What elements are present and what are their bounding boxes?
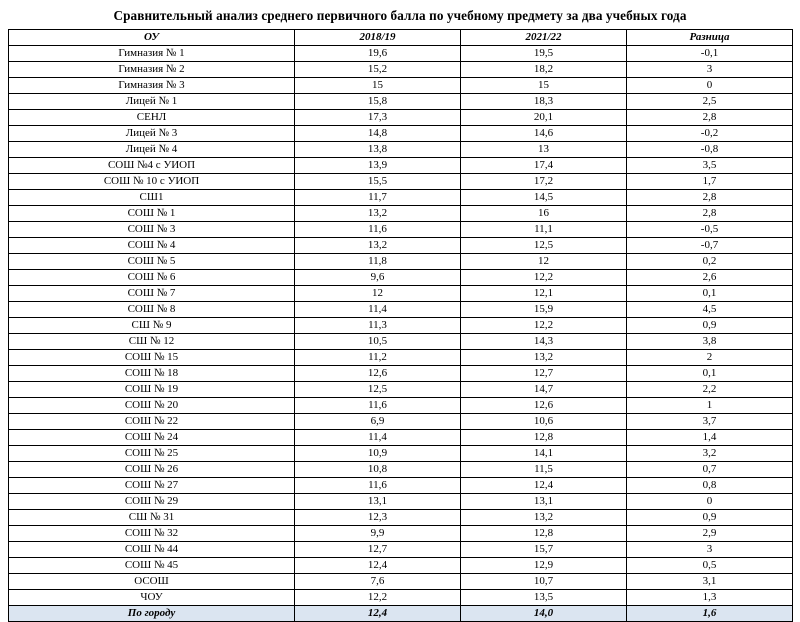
table-row bbox=[9, 398, 793, 414]
value-difference: 2,5 bbox=[627, 94, 793, 110]
value-2021-22: 14,6 bbox=[461, 126, 627, 142]
school-name: СШ № 31 bbox=[9, 510, 295, 526]
value-2018-19: 12,5 bbox=[295, 382, 461, 398]
value-2021-22: 13 bbox=[461, 142, 627, 158]
value-difference: 0 bbox=[627, 78, 793, 94]
total-label: По городу bbox=[9, 606, 295, 622]
table-row bbox=[9, 222, 793, 238]
value-2021-22: 15 bbox=[461, 78, 627, 94]
school-name: СШ № 9 bbox=[9, 318, 295, 334]
school-name: СОШ № 10 с УИОП bbox=[9, 174, 295, 190]
school-name: СОШ № 44 bbox=[9, 542, 295, 558]
value-2018-19: 11,6 bbox=[295, 478, 461, 494]
value-2018-19: 11,7 bbox=[295, 190, 461, 206]
value-2018-19: 19,6 bbox=[295, 46, 461, 62]
value-2018-19: 11,2 bbox=[295, 350, 461, 366]
table-row bbox=[9, 238, 793, 254]
value-difference: 1,7 bbox=[627, 174, 793, 190]
value-2021-22: 19,5 bbox=[461, 46, 627, 62]
table-row bbox=[9, 542, 793, 558]
school-name: СОШ № 29 bbox=[9, 494, 295, 510]
school-name: СОШ № 6 bbox=[9, 270, 295, 286]
value-2018-19: 14,8 bbox=[295, 126, 461, 142]
value-difference: -0,5 bbox=[627, 222, 793, 238]
table-row bbox=[9, 382, 793, 398]
value-difference: 3,5 bbox=[627, 158, 793, 174]
value-2018-19: 9,6 bbox=[295, 270, 461, 286]
value-2018-19: 11,6 bbox=[295, 398, 461, 414]
table-row bbox=[9, 366, 793, 382]
table-row bbox=[9, 430, 793, 446]
table-row bbox=[9, 254, 793, 270]
school-name: СОШ № 22 bbox=[9, 414, 295, 430]
value-2021-22: 18,2 bbox=[461, 62, 627, 78]
value-2018-19: 11,3 bbox=[295, 318, 461, 334]
value-difference: 3,2 bbox=[627, 446, 793, 462]
value-2021-22: 14,7 bbox=[461, 382, 627, 398]
value-2021-22: 12,2 bbox=[461, 270, 627, 286]
value-2018-19: 10,5 bbox=[295, 334, 461, 350]
value-2018-19: 12,2 bbox=[295, 590, 461, 606]
value-2018-19: 15,2 bbox=[295, 62, 461, 78]
table-row bbox=[9, 558, 793, 574]
school-name: Лицей № 3 bbox=[9, 126, 295, 142]
value-difference: 0,2 bbox=[627, 254, 793, 270]
value-difference: 0,9 bbox=[627, 318, 793, 334]
value-2021-22: 12,2 bbox=[461, 318, 627, 334]
table-row bbox=[9, 526, 793, 542]
value-difference: 2,6 bbox=[627, 270, 793, 286]
school-name: СОШ № 4 bbox=[9, 238, 295, 254]
value-2018-19: 11,4 bbox=[295, 302, 461, 318]
value-2018-19: 6,9 bbox=[295, 414, 461, 430]
value-2021-22: 20,1 bbox=[461, 110, 627, 126]
value-2021-22: 18,3 bbox=[461, 94, 627, 110]
value-2018-19: 12,6 bbox=[295, 366, 461, 382]
school-name: СОШ № 7 bbox=[9, 286, 295, 302]
table-row bbox=[9, 270, 793, 286]
table-row bbox=[9, 478, 793, 494]
school-name: СОШ №4 с УИОП bbox=[9, 158, 295, 174]
school-name: СШ1 bbox=[9, 190, 295, 206]
value-2018-19: 15,5 bbox=[295, 174, 461, 190]
value-2018-19: 7,6 bbox=[295, 574, 461, 590]
table-row bbox=[9, 62, 793, 78]
table-row bbox=[9, 158, 793, 174]
value-2018-19: 13,2 bbox=[295, 238, 461, 254]
column-header-year-2018-19: 2018/19 bbox=[295, 30, 461, 46]
value-2021-22: 12,4 bbox=[461, 478, 627, 494]
value-difference: 0,1 bbox=[627, 366, 793, 382]
value-2021-22: 13,2 bbox=[461, 510, 627, 526]
column-header-school: ОУ bbox=[9, 30, 295, 46]
school-name: Лицей № 1 bbox=[9, 94, 295, 110]
table-row bbox=[9, 494, 793, 510]
table-row bbox=[9, 190, 793, 206]
value-2018-19: 12 bbox=[295, 286, 461, 302]
value-2018-19: 15,8 bbox=[295, 94, 461, 110]
school-name: СОШ № 3 bbox=[9, 222, 295, 238]
value-2018-19: 15 bbox=[295, 78, 461, 94]
value-2018-19: 10,9 bbox=[295, 446, 461, 462]
value-difference: 2,8 bbox=[627, 206, 793, 222]
table-row bbox=[9, 142, 793, 158]
school-name: СЕНЛ bbox=[9, 110, 295, 126]
value-2018-19: 11,8 bbox=[295, 254, 461, 270]
value-difference: 1,3 bbox=[627, 590, 793, 606]
value-difference: 0,9 bbox=[627, 510, 793, 526]
value-2018-19: 10,8 bbox=[295, 462, 461, 478]
value-2021-22: 11,1 bbox=[461, 222, 627, 238]
school-name: СОШ № 18 bbox=[9, 366, 295, 382]
table-row bbox=[9, 590, 793, 606]
value-difference: -0,8 bbox=[627, 142, 793, 158]
value-2021-22: 10,7 bbox=[461, 574, 627, 590]
table-row bbox=[9, 110, 793, 126]
value-2021-22: 14,3 bbox=[461, 334, 627, 350]
school-name: Гимназия № 1 bbox=[9, 46, 295, 62]
total-2018-19: 12,4 bbox=[295, 606, 461, 622]
column-header-difference: Разница bbox=[627, 30, 793, 46]
school-name: СОШ № 27 bbox=[9, 478, 295, 494]
value-difference: 2,2 bbox=[627, 382, 793, 398]
total-2021-22: 14,0 bbox=[461, 606, 627, 622]
value-2021-22: 12,6 bbox=[461, 398, 627, 414]
school-name: Гимназия № 2 bbox=[9, 62, 295, 78]
value-2021-22: 13,2 bbox=[461, 350, 627, 366]
value-difference: 3,8 bbox=[627, 334, 793, 350]
table-row bbox=[9, 414, 793, 430]
value-2018-19: 11,6 bbox=[295, 222, 461, 238]
value-difference: 2,9 bbox=[627, 526, 793, 542]
value-2021-22: 12,7 bbox=[461, 366, 627, 382]
school-name: Гимназия № 3 bbox=[9, 78, 295, 94]
value-2018-19: 12,7 bbox=[295, 542, 461, 558]
value-2021-22: 14,5 bbox=[461, 190, 627, 206]
value-difference: 2 bbox=[627, 350, 793, 366]
table-row bbox=[9, 286, 793, 302]
value-2018-19: 13,9 bbox=[295, 158, 461, 174]
table-body bbox=[9, 46, 793, 622]
value-2018-19: 13,8 bbox=[295, 142, 461, 158]
table-row bbox=[9, 574, 793, 590]
school-name: ОСОШ bbox=[9, 574, 295, 590]
value-2021-22: 12,1 bbox=[461, 286, 627, 302]
table-row bbox=[9, 78, 793, 94]
school-name: СОШ № 19 bbox=[9, 382, 295, 398]
value-2021-22: 12,9 bbox=[461, 558, 627, 574]
table-row bbox=[9, 334, 793, 350]
value-2021-22: 13,1 bbox=[461, 494, 627, 510]
value-2021-22: 16 bbox=[461, 206, 627, 222]
table-row bbox=[9, 350, 793, 366]
total-difference: 1,6 bbox=[627, 606, 793, 622]
table-row bbox=[9, 462, 793, 478]
school-name: СОШ № 45 bbox=[9, 558, 295, 574]
value-difference: 0,7 bbox=[627, 462, 793, 478]
value-2021-22: 12,8 bbox=[461, 430, 627, 446]
value-2018-19: 9,9 bbox=[295, 526, 461, 542]
value-difference: 2,8 bbox=[627, 110, 793, 126]
table-header-row bbox=[9, 30, 793, 46]
value-2021-22: 12 bbox=[461, 254, 627, 270]
value-difference: 2,8 bbox=[627, 190, 793, 206]
school-name: СОШ № 25 bbox=[9, 446, 295, 462]
value-difference: -0,7 bbox=[627, 238, 793, 254]
table-header bbox=[9, 30, 793, 46]
value-2021-22: 12,8 bbox=[461, 526, 627, 542]
value-2021-22: 12,5 bbox=[461, 238, 627, 254]
value-2018-19: 13,1 bbox=[295, 494, 461, 510]
school-name: СОШ № 26 bbox=[9, 462, 295, 478]
school-name: СОШ № 5 bbox=[9, 254, 295, 270]
school-name: ЧОУ bbox=[9, 590, 295, 606]
value-difference: 3 bbox=[627, 62, 793, 78]
table-row bbox=[9, 318, 793, 334]
value-2021-22: 17,2 bbox=[461, 174, 627, 190]
value-2021-22: 17,4 bbox=[461, 158, 627, 174]
value-difference: 0,1 bbox=[627, 286, 793, 302]
table-row bbox=[9, 206, 793, 222]
value-difference: 0,5 bbox=[627, 558, 793, 574]
school-name: СШ № 12 bbox=[9, 334, 295, 350]
value-difference: 1 bbox=[627, 398, 793, 414]
school-name: СОШ № 8 bbox=[9, 302, 295, 318]
value-2018-19: 11,4 bbox=[295, 430, 461, 446]
table-row bbox=[9, 126, 793, 142]
value-difference: 3 bbox=[627, 542, 793, 558]
value-2018-19: 12,4 bbox=[295, 558, 461, 574]
table-row bbox=[9, 46, 793, 62]
school-name: СОШ № 32 bbox=[9, 526, 295, 542]
table-row bbox=[9, 174, 793, 190]
school-name: СОШ № 15 bbox=[9, 350, 295, 366]
value-2021-22: 14,1 bbox=[461, 446, 627, 462]
value-2021-22: 13,5 bbox=[461, 590, 627, 606]
column-header-year-2021-22: 2021/22 bbox=[461, 30, 627, 46]
school-name: СОШ № 20 bbox=[9, 398, 295, 414]
value-difference: -0,1 bbox=[627, 46, 793, 62]
value-difference: 4,5 bbox=[627, 302, 793, 318]
value-2021-22: 15,9 bbox=[461, 302, 627, 318]
value-2018-19: 17,3 bbox=[295, 110, 461, 126]
school-name: СОШ № 1 bbox=[9, 206, 295, 222]
value-2021-22: 11,5 bbox=[461, 462, 627, 478]
value-difference: 3,7 bbox=[627, 414, 793, 430]
value-2018-19: 12,3 bbox=[295, 510, 461, 526]
value-difference: 0,8 bbox=[627, 478, 793, 494]
table-total-row bbox=[9, 606, 793, 622]
school-name: Лицей № 4 bbox=[9, 142, 295, 158]
table-row bbox=[9, 94, 793, 110]
value-difference: 1,4 bbox=[627, 430, 793, 446]
school-name: СОШ № 24 bbox=[9, 430, 295, 446]
value-difference: 3,1 bbox=[627, 574, 793, 590]
value-2018-19: 13,2 bbox=[295, 206, 461, 222]
value-2021-22: 10,6 bbox=[461, 414, 627, 430]
table-row bbox=[9, 446, 793, 462]
page-title: Сравнительный анализ среднего первичного балла по учебному предмету за два учебных года bbox=[113, 8, 687, 23]
value-2021-22: 15,7 bbox=[461, 542, 627, 558]
table-row bbox=[9, 510, 793, 526]
value-difference: 0 bbox=[627, 494, 793, 510]
table-row bbox=[9, 302, 793, 318]
value-difference: -0,2 bbox=[627, 126, 793, 142]
comparison-table bbox=[8, 29, 793, 622]
